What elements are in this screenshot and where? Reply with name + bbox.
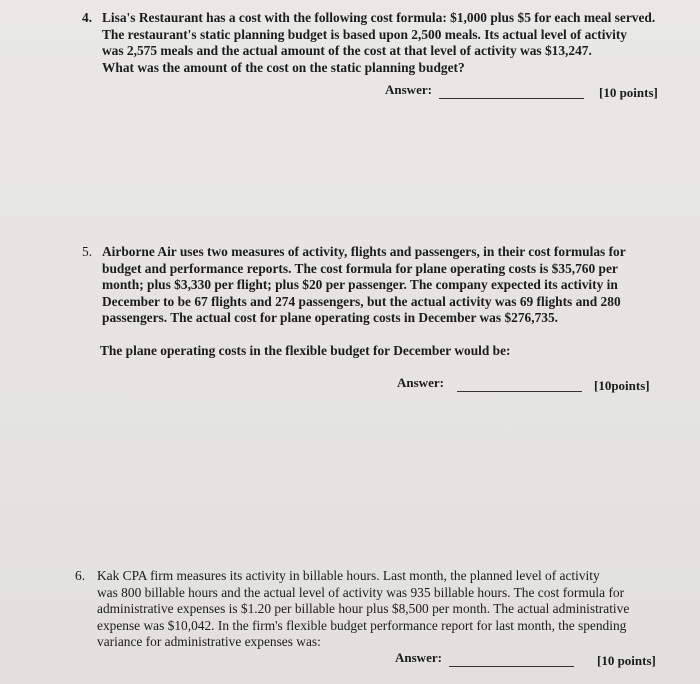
question-text [97,568,629,651]
question-line: administrative expenses is $1.20 per billable hour plus $8,500 per month. The actual administrative [97,601,630,616]
question-text [102,244,626,327]
question-4 [82,10,682,80]
points-label-6: [10 points] [597,653,656,668]
answer-blank[interactable] [457,375,582,392]
question-line: Kak CPA firm measures its activity in billable hours. Last month, the planned level of activity [97,568,600,583]
answer-label: Answer: [395,650,442,665]
question-number: 6. [75,568,86,583]
answer-label: Answer: [397,375,444,390]
answer-row-5 [397,375,582,392]
question-line: The restaurant's static planning budget is based upon 2,500 meals. Its actual level of activity [102,26,627,42]
question-line: expense was $10,042. In the firm's flexible budget performance report for last month, the spending [97,617,627,633]
question-number: 5. [82,244,93,259]
answer-label: Answer: [385,82,432,97]
question-line: passengers. The actual cost for plane operating costs in December was $276,735. [102,310,559,325]
question-line: December to be 67 flights and 274 passengers, but the actual activity was 69 flights and 280 [102,293,621,309]
question-line: was 2,575 meals and the actual amount of the cost at that level of activity was $13,247. [102,43,592,58]
points-label-5: [10points] [594,378,650,393]
answer-row-6 [395,650,574,667]
answer-blank[interactable] [449,650,574,667]
question-line: budget and performance reports. The cost formula for plane operating costs is $35,760 per [102,260,618,276]
question-6 [75,568,675,653]
question-line: was 800 billable hours and the actual level of activity was 935 billable hours. The cost formula for [97,584,625,600]
question-line: Airborne Air uses two measures of activity, flights and passengers, in their cost formulas for [102,244,626,259]
answer-blank[interactable] [439,82,584,99]
question-line: Lisa's Restaurant has a cost with the following cost formula: $1,000 plus $5 for each meal served. [102,10,656,25]
question-number: 4. [82,10,93,25]
question-5 [82,244,682,334]
question-text [102,10,655,76]
answer-row-4 [385,82,584,99]
question-5-prompt: The plane operating costs in the flexible budget for December would be: [100,343,511,358]
points-label-4: [10 points] [599,85,658,100]
question-line: variance for administrative expenses was: [97,634,321,649]
question-line: month; plus $3,330 per flight; plus $20 per passenger. The company expected its activity in [102,277,618,292]
question-line: What was the amount of the cost on the static planning budget? [102,59,465,75]
